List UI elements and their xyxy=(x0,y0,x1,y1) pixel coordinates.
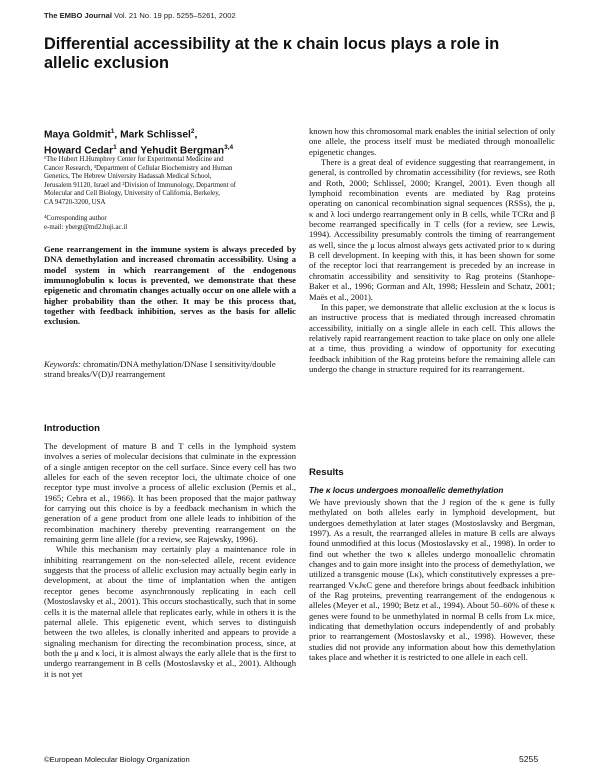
author-name: Howard Cedar xyxy=(44,145,114,157)
correspondence xyxy=(44,215,294,232)
results-heading: Results xyxy=(309,467,344,478)
affiliation-line: ¹The Hubert H.Humphrey Center for Experimental Medicine and xyxy=(44,156,224,163)
abstract: Gene rearrangement in the immune system is always preceded by DNA demethylation and increased chromatin accessibility. Using a model system in which rearrangement of the endogenous immunoglobulin κ locus is prevented, we demonstrate that these epigenetic and chromatin changes actually occur on one allele with a higher probability than the other. It may be this process that, together with feedback inhibition, serves as the basis for allelic exclusion. xyxy=(44,244,296,327)
keywords-label: Keywords: xyxy=(44,359,81,369)
results-subheading: The κ locus undergoes monoallelic demethylation xyxy=(309,486,504,495)
results-body xyxy=(309,497,555,663)
author-line-1: Maya Goldmit$^1$, Mark Schlissel$^2$, xyxy=(44,128,198,141)
journal-header xyxy=(44,11,236,20)
right-column-body xyxy=(309,126,555,374)
paragraph: In this paper, we demonstrate that allelic exclusion at the κ locus is an instructive process that is mediated through increased chromatin accessibility, initially on a single allele in each cell. This allows the relatively rapid rearrangement reaction to take place on only one allele at a time, thus providing a window of opportunity for executing feedback inhibition of the Rag proteins before the remaining allele can undergo the change in structure required for its rearrangement. xyxy=(309,301,555,374)
paragraph: known how this chromosomal mark enables the initial selection of only one allele, the process itself must be mediated through monoallelic epigenetic changes. xyxy=(309,126,555,157)
journal-name: The EMBO Journal xyxy=(44,11,112,20)
author-line-2: Howard Cedar$^1$ and Yehudit Bergman$^{3,4}$ xyxy=(44,143,234,157)
article-title: Differential accessibility at the κ chain locus plays a role in allelic exclusion xyxy=(44,35,500,72)
author-affiliation-mark: 1 xyxy=(113,143,117,151)
affiliations xyxy=(44,156,294,208)
affiliation-line: CA 94720-3200, USA xyxy=(44,198,106,206)
author-name: Yehudit Bergman xyxy=(140,145,225,157)
author-name: Maya Goldmit xyxy=(44,129,111,141)
author-name: Mark Schlissel xyxy=(120,129,191,141)
author-affiliation-mark: 3,4 xyxy=(224,143,234,151)
corresponding-author-label: ⁴Corresponding author xyxy=(44,215,107,222)
author-list xyxy=(44,126,294,158)
author-affiliation-mark: 2 xyxy=(190,128,195,135)
paragraph: We have previously shown that the J region of the κ gene is fully methylated on both alleles early in lymphoid development, but undergoes demethylation at later stages (Mostoslavsky and Bergman, 1997). As a result, the rearranged alleles in mature B cells are always found unmodified at this locus (Mostoslavsky et al., 1998). In order to find out whether the two κ alleles undergo monoallelic chromatin changes and to gain more insight into the process of demethylation, we utilized a transgenic mouse (Lκ), which constitutively expresses a pre-rearranged VκJκC gene and therefore brings about feedback inhibition of the Rag proteins, preventing rearrangement of the endogenous κ alleles (Meyer et al., 1990; Betz et al., 1994). About 50–60% of these κ genes were found to be unmethylated in normal B cells from Lκ mice, indicating that demethylation occurs independently of and probably prior to rearrangement (Mostoslavsky et al., 1998). However, these studies did not provide any information about how this demethylation takes place and whether it is restricted to one allele in each cell. xyxy=(309,497,555,663)
affiliation-line: Cancer Research, ³Department of Cellular Biochemistry and Human xyxy=(44,164,233,172)
paragraph: The development of mature B and T cells in the lymphoid system involves a series of molecular decisions that culminate in the expression of a single antigen receptor on the cell surface. Since every cell has two alleles for each of the seven receptor loci, the ultimate choice of one receptor type must involve a process of allelic exclusion (Pernis et al., 1965; Cebra et al., 1966). It has been proposed that the major pathway for carrying out this choice is by a feedback mechanism in which the generation of a gene product from one allele leads to inhibition of the recombination machinery thereby preventing rearrangement on the remaining germ line allele (for a review, see Rajewsky, 1996). xyxy=(44,441,296,545)
affiliation-line: Genetics, The Hebrew University Hadassah Medical School, xyxy=(44,173,212,181)
paragraph: There is a great deal of evidence suggesting that rearrangement, in general, is controlled by chromatin accessibility (for reviews, see Roth and Roth, 2000; Schlissel, 2000; Krangel, 2001). Even though all lymphoid recombination events are mediated by Rag proteins operating on canonical recombination signal sequences (RSSs), the μ, κ and λ loci undergo rearrangement only in B cells, while TCRα and β become rearranged specifically in T cells (for a review, see Lewis, 1994). Accessibility presumably controls the timing of rearrangement as well, since the μ locus almost always gets activated prior to κ during B cell development. In keeping with this, it has been shown for some of the receptor loci that rearrangement is preceded by an increase in chromatin accessibility and sensitivity to Rag proteins (Stanhope-Baker et al., 1996; Gorman and Alt, 1998; Hesslein and Schatz, 2001; Maës et al., 2001). xyxy=(309,157,555,302)
affiliation-line: Molecular and Cell Biology, University of California, Berkeley, xyxy=(44,190,220,198)
introduction-body xyxy=(44,441,296,679)
journal-citation: Vol. 21 No. 19 pp. 5255–5261, 2002 xyxy=(114,11,236,20)
author-affiliation-mark: 1 xyxy=(110,128,115,135)
copyright-footer: ©European Molecular Biology Organization xyxy=(44,755,190,764)
corresponding-author-email[interactable]: e-mail: ybergt@md2.huji.ac.il xyxy=(44,223,128,231)
introduction-heading: Introduction xyxy=(44,423,100,434)
affiliation-line: Jerusalem 91120, Israel and ²Division of Immunology, Department of xyxy=(44,181,236,189)
page-number: 5255 xyxy=(519,754,539,764)
paragraph: While this mechanism may certainly play a maintenance role in inhibiting rearrangement on the non-selected allele, recent evidence suggests that the process of allelic exclusion may actually begin early in development, at about the time of implantation when the antigen receptor genes become asynchronously replicating in each cell (Mostoslavsky et al., 2001). This occurs stochastically, such that in some cells it is the maternal allele that replicates early, while in others it is the paternal allele. This epigenetic event, which serves to distinguish between the two alleles, is clonally inherited and appears to provide a signaling mechanism for directing the recombination process, since, at both the μ and κ loci, it is almost always the early allele that is the first to undergo rearrangement in B cells (Mostoslavsky et al., 2001). Although it is not yet xyxy=(44,544,296,679)
keywords-text: chromatin/DNA methylation/DNase I sensitivity/double strand breaks/V(D)J rearrangement xyxy=(44,359,276,380)
keywords xyxy=(44,359,296,380)
